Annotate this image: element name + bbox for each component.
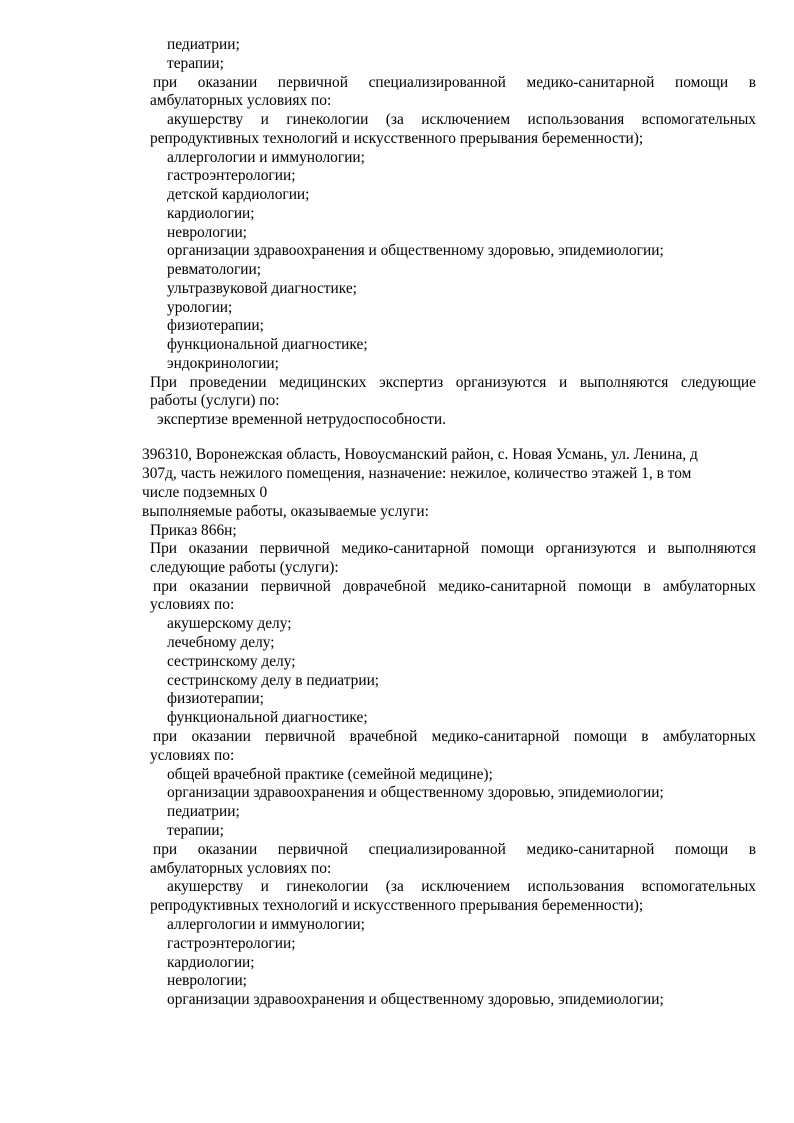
works-heading: выполняемые работы, оказываемые услуги: [142,503,429,520]
text-line: при оказании первичной доврачебной медико-санитарной помощи в амбулаторных [153,577,756,595]
text-line: функциональной диагностике; [167,336,368,353]
text-line: репродуктивных технологий и искусственного прерывания беременности); [150,129,644,147]
address-line-1: 396310, Воронежская область, Новоусманский район, с. Новая Усмань, ул. Ленина, д [142,446,698,463]
text-line: следующие работы (услуги): [150,558,339,576]
text-line: эндокринологии; [167,354,279,372]
text-line: организации здравоохранения и общественному здоровью, эпидемиологии; [167,242,664,260]
text-line: терапии; [167,54,224,72]
text-line: условиях по: [150,746,235,764]
address-line-2: 307д, часть нежилого помещения, назначение: нежилое, количество этажей 1, в том [142,465,692,482]
text-line: детской кардиологии; [167,186,310,203]
text-line: ультразвуковой диагностике; [167,279,357,297]
text-line: аллергологии и иммунологии; [167,148,365,166]
text-line: педиатрии; [167,36,240,53]
text-line: при оказании первичной специализированной медико-санитарной помощи в [153,840,756,858]
text-line: терапии; [167,822,224,839]
text-line: работы (услуги) по: [150,392,280,410]
text-line: гастроэнтерологии; [167,934,296,952]
text-line: сестринскому делу в педиатрии; [167,671,380,689]
text-line: организации здравоохранения и общественному здоровью, эпидемиологии; [167,991,664,1009]
text-line: ревматологии; [167,261,262,278]
address-line-3: числе подземных 0 [142,484,268,501]
text-line: при оказании первичной специализированной медико-санитарной помощи в [153,73,756,91]
text-line: кардиологии; [167,953,255,971]
text-line: При оказании первичной медико-санитарной помощи организуются и выполняются [150,540,756,557]
text-line: аллергологии и иммунологии; [167,916,365,933]
text-line: неврологии; [167,223,247,241]
text-line: экспертизе временной нетрудоспособности. [157,411,446,428]
text-line: акушерству и гинекологии (за исключением использования вспомогательных [167,878,756,896]
text-line: функциональной диагностике; [167,709,368,727]
order-reference: Приказ 866н; [150,522,237,539]
text-line: лечебному делу; [167,634,275,651]
text-line: амбулаторных условиях по: [150,859,332,877]
text-line: кардиологии; [167,204,255,222]
text-line: при оказании первичной врачебной медико-санитарной помощи в амбулаторных [153,728,756,745]
text-line: При проведении медицинских экспертиз организуются и выполняются следующие [150,373,756,391]
text-line: сестринскому делу; [167,652,296,670]
text-line: физиотерапии; [167,317,264,335]
text-line: гастроэнтерологии; [167,167,296,185]
text-line: организации здравоохранения и общественному здоровью, эпидемиологии; [167,784,664,802]
text-line: акушерскому делу; [167,615,292,633]
text-line: урологии; [167,298,233,316]
text-line: акушерству и гинекологии (за исключением использования вспомогательных [167,111,756,128]
text-line: амбулаторных условиях по: [150,92,332,110]
text-line: физиотерапии; [167,690,264,708]
text-line: педиатрии; [167,803,240,821]
text-line: неврологии; [167,972,247,990]
text-line: репродуктивных технологий и искусственного прерывания беременности); [150,897,644,915]
text-line: общей врачебной практике (семейной медицине); [167,765,493,783]
text-line: условиях по: [150,596,235,614]
